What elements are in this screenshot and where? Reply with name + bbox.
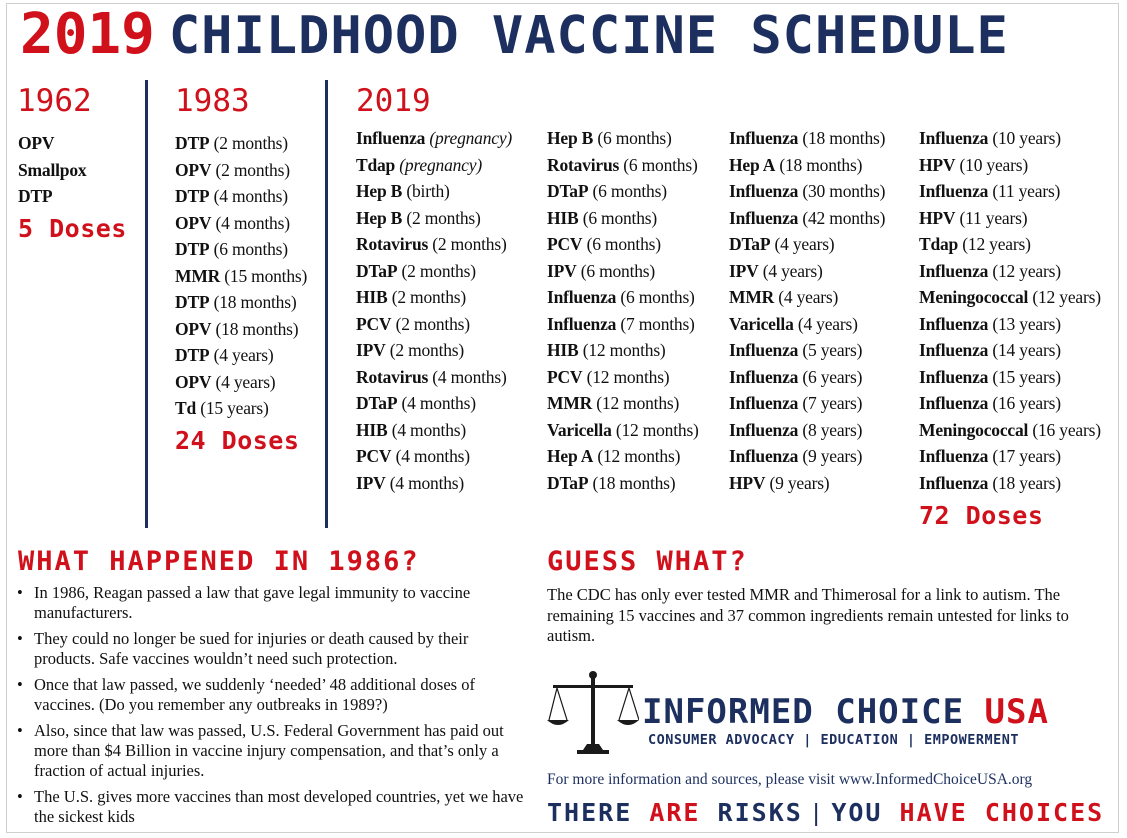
vaccine-age: (12 months)	[586, 366, 670, 387]
vaccine-age: (18 months)	[592, 472, 676, 493]
vaccine-name: DTaP	[356, 260, 398, 281]
vaccine-item	[175, 183, 307, 210]
vaccine-name: IPV	[356, 472, 386, 493]
vaccine-name: MMR	[729, 287, 775, 307]
vaccine-age: (pregnancy)	[429, 128, 513, 148]
vaccine-age: (birth)	[406, 181, 450, 201]
title-text: CHILDHOOD VACCINE SCHEDULE	[168, 6, 1009, 66]
vaccine-name: IPV	[729, 260, 759, 281]
vaccine-name: Meningococcal	[919, 287, 1029, 307]
vaccine-item	[547, 364, 699, 391]
slogan-word: RISKS	[717, 798, 803, 827]
vaccine-age: (15 years)	[992, 366, 1061, 387]
vaccine-item	[547, 205, 699, 232]
column-divider	[325, 80, 328, 528]
vaccine-item	[919, 443, 1101, 470]
vaccine-age: (6 months)	[213, 239, 288, 259]
vaccine-item	[547, 470, 699, 497]
vaccine-name: Influenza	[729, 446, 799, 466]
vaccine-item	[919, 337, 1101, 364]
vaccine-age: (4 months)	[395, 446, 470, 466]
vaccine-name: Varicella	[729, 313, 794, 334]
vaccine-item	[547, 337, 699, 364]
brand-tagline: CONSUMER ADVOCACY | EDUCATION | EMPOWERMENT	[648, 732, 1019, 748]
vaccine-item	[175, 369, 307, 396]
vaccine-item	[547, 178, 699, 205]
vaccine-age: (4 years)	[797, 313, 858, 334]
vaccine-age: (4 months)	[432, 366, 507, 387]
vaccine-item	[356, 152, 512, 179]
vaccine-name: Influenza	[919, 313, 989, 334]
vaccine-item	[729, 417, 885, 444]
vaccine-name: Influenza	[919, 340, 989, 360]
vaccine-item	[729, 125, 885, 152]
vaccine-item	[175, 342, 307, 369]
vaccine-name: HIB	[547, 207, 579, 228]
vaccine-age: (4 months)	[391, 419, 467, 440]
vaccine-item	[547, 284, 699, 311]
vaccine-name: DTP	[175, 133, 210, 153]
vaccine-name: Influenza	[729, 340, 799, 360]
vaccine-name: Rotavirus	[356, 234, 429, 254]
vaccine-age: (16 years)	[1032, 419, 1101, 440]
vaccine-age: (30 months)	[802, 181, 886, 201]
vaccine-item	[356, 231, 512, 258]
vaccine-name: Hep B	[356, 207, 403, 228]
vaccine-age: (12 months)	[596, 393, 680, 413]
vaccine-name: Influenza	[729, 419, 799, 440]
vaccine-name: OPV	[175, 371, 212, 392]
vaccine-name: Influenza	[729, 181, 799, 201]
vaccine-age: (2 months)	[401, 260, 476, 281]
vaccine-item	[356, 443, 512, 470]
vaccine-item	[175, 289, 307, 316]
vaccine-name: OPV	[175, 318, 212, 339]
slogan-word: YOU	[831, 798, 883, 827]
vaccine-item	[729, 284, 885, 311]
heading-2019: 2019	[356, 83, 431, 119]
vaccine-item	[919, 390, 1101, 417]
vaccine-name: Hep A	[729, 154, 776, 175]
vaccine-name: HIB	[356, 287, 388, 307]
slogan-word: HAVE	[899, 798, 968, 827]
vaccine-name: DTaP	[356, 393, 398, 413]
vaccine-name: Influenza	[547, 313, 617, 334]
vaccine-age: (6 months)	[582, 207, 658, 228]
law-bullet: • They could no longer be sued for injuries or death caused by their products. Safe vaccines wouldn’t need such protection.	[16, 629, 526, 669]
law-heading: WHAT HAPPENED IN 1986?	[18, 546, 420, 577]
vaccine-age: (6 months)	[580, 260, 656, 281]
vaccine-item	[729, 364, 885, 391]
vaccine-name: IPV	[356, 340, 386, 360]
list-1983	[175, 130, 307, 422]
vaccine-name: Influenza	[729, 207, 799, 228]
brand-name	[642, 692, 1049, 732]
vaccine-item	[547, 152, 699, 179]
vaccine-age: (14 years)	[992, 340, 1061, 360]
vaccine-age: (17 years)	[992, 446, 1061, 466]
vaccine-name: Smallpox	[18, 159, 87, 180]
list-2019-col-3	[729, 125, 885, 496]
page-title	[20, 4, 1009, 66]
vaccine-name: Influenza	[729, 128, 799, 148]
vaccine-age: (12 years)	[992, 260, 1061, 281]
vaccine-age: (13 years)	[992, 313, 1061, 334]
vaccine-item	[175, 395, 307, 422]
vaccine-name: PCV	[356, 446, 392, 466]
vaccine-item	[729, 390, 885, 417]
list-2019-col-4	[919, 125, 1101, 496]
vaccine-name: OPV	[175, 159, 212, 180]
column-divider	[145, 80, 148, 528]
vaccine-item	[547, 311, 699, 338]
vaccine-age: (6 months)	[592, 181, 667, 201]
vaccine-name: HIB	[356, 419, 388, 440]
vaccine-name: PCV	[356, 313, 392, 334]
vaccine-item	[547, 231, 699, 258]
vaccine-name: MMR	[547, 393, 593, 413]
list-1962	[18, 130, 86, 210]
vaccine-name: Influenza	[919, 181, 989, 201]
slogan	[547, 796, 1104, 830]
vaccine-item	[729, 311, 885, 338]
vaccine-name: Influenza	[729, 366, 799, 387]
vaccine-item	[729, 470, 885, 497]
vaccine-item	[729, 337, 885, 364]
vaccine-item	[919, 152, 1101, 179]
vaccine-name: HIB	[547, 340, 579, 360]
vaccine-item	[547, 258, 699, 285]
vaccine-item	[175, 130, 307, 157]
vaccine-name: Rotavirus	[547, 154, 620, 175]
vaccine-item	[175, 236, 307, 263]
vaccine-name: OPV	[18, 133, 55, 153]
vaccine-item	[729, 258, 885, 285]
vaccine-item	[919, 178, 1101, 205]
brand-name-main: INFORMED CHOICE	[642, 692, 965, 732]
vaccine-name: Influenza	[919, 393, 989, 413]
vaccine-age: (15 years)	[200, 398, 269, 418]
vaccine-age: (18 years)	[992, 472, 1061, 493]
vaccine-age: (6 months)	[586, 234, 661, 254]
vaccine-name: Tdap	[919, 234, 959, 254]
vaccine-name: Influenza	[729, 393, 799, 413]
vaccine-age: (9 years)	[769, 472, 830, 493]
vaccine-name: Hep A	[547, 446, 594, 466]
vaccine-age: (10 years)	[992, 128, 1061, 148]
vaccine-item	[356, 284, 512, 311]
vaccine-age: (5 years)	[802, 340, 863, 360]
vaccine-age: (4 months)	[213, 186, 288, 206]
vaccine-age: (18 months)	[213, 292, 297, 312]
list-2019-col-2	[547, 125, 699, 496]
vaccine-item	[356, 205, 512, 232]
vaccine-item	[547, 417, 699, 444]
vaccine-age: (12 months)	[582, 340, 666, 360]
vaccine-age: (4 months)	[401, 393, 476, 413]
vaccine-name: Meningococcal	[919, 419, 1029, 440]
vaccine-name: Hep B	[547, 128, 594, 148]
vaccine-name: Tdap	[356, 154, 396, 175]
vaccine-name: Td	[175, 398, 197, 418]
vaccine-item	[547, 125, 699, 152]
vaccine-age: (4 months)	[389, 472, 465, 493]
scales-of-justice-icon	[547, 668, 639, 760]
slogan-separator: |	[812, 799, 822, 827]
vaccine-age: (9 years)	[802, 446, 863, 466]
law-bullet: • Once that law passed, we suddenly ‘needed’ 48 additional doses of vaccines. (Do you remember any outbreaks in 1989?)	[16, 675, 526, 715]
doses-1983: 24 Doses	[175, 426, 300, 455]
vaccine-item	[729, 231, 885, 258]
vaccine-item	[356, 258, 512, 285]
vaccine-item	[547, 390, 699, 417]
vaccine-name: DTP	[175, 186, 210, 206]
vaccine-item	[729, 443, 885, 470]
vaccine-item	[729, 152, 885, 179]
vaccine-item	[175, 263, 307, 290]
vaccine-age: (pregnancy)	[399, 154, 482, 175]
vaccine-item	[919, 125, 1101, 152]
vaccine-item	[919, 205, 1101, 232]
slogan-word: THERE	[547, 798, 633, 827]
vaccine-item	[175, 210, 307, 237]
slogan-word: ARE	[649, 798, 701, 827]
vaccine-age: (12 months)	[615, 419, 699, 440]
vaccine-item	[919, 258, 1101, 285]
vaccine-age: (4 years)	[774, 234, 835, 254]
vaccine-item	[919, 231, 1101, 258]
vaccine-name: HPV	[729, 472, 766, 493]
vaccine-age: (4 years)	[215, 371, 276, 392]
vaccine-age: (11 years)	[959, 207, 1028, 228]
vaccine-age: (4 months)	[215, 212, 290, 233]
vaccine-name: Influenza	[919, 366, 989, 387]
vaccine-age: (15 months)	[224, 265, 308, 286]
vaccine-age: (2 months)	[395, 313, 470, 334]
vaccine-item	[175, 316, 307, 343]
vaccine-age: (6 months)	[623, 154, 698, 175]
vaccine-name: Hep B	[356, 181, 403, 201]
vaccine-age: (18 months)	[802, 128, 886, 148]
doses-2019: 72 Doses	[919, 501, 1044, 530]
vaccine-item	[356, 311, 512, 338]
guess-heading: GUESS WHAT?	[547, 546, 748, 577]
vaccine-name: DTaP	[729, 234, 771, 254]
vaccine-age: (8 years)	[802, 419, 863, 440]
brand-logo	[547, 668, 1107, 760]
vaccine-age: (2 months)	[389, 340, 465, 360]
vaccine-age: (12 years)	[1032, 287, 1101, 307]
vaccine-age: (6 months)	[597, 128, 672, 148]
vaccine-age: (2 months)	[406, 207, 481, 228]
vaccine-age: (6 months)	[620, 287, 695, 307]
vaccine-age: (2 months)	[215, 159, 290, 180]
law-bullets	[16, 583, 526, 833]
vaccine-age: (18 months)	[779, 154, 863, 175]
vaccine-item	[729, 178, 885, 205]
heading-1962: 1962	[17, 83, 92, 119]
vaccine-age: (6 years)	[802, 366, 863, 387]
vaccine-name: Influenza	[919, 128, 989, 148]
vaccine-item	[356, 337, 512, 364]
vaccine-age: (7 months)	[620, 313, 695, 334]
vaccine-item	[919, 284, 1101, 311]
vaccine-item	[356, 125, 512, 152]
doses-1962: 5 Doses	[18, 214, 127, 243]
vaccine-age: (12 months)	[597, 446, 681, 466]
vaccine-age: (7 years)	[802, 393, 863, 413]
title-year: 2019	[20, 2, 155, 67]
vaccine-name: Influenza	[919, 260, 989, 281]
vaccine-name: MMR	[175, 265, 221, 286]
law-bullet: • Also, since that law was passed, U.S. Federal Government has paid out more than $4 Billion in vaccine injury compensation, and that’s only a fraction of actual injuries.	[16, 721, 526, 781]
vaccine-item	[729, 205, 885, 232]
vaccine-name: Varicella	[547, 419, 612, 440]
vaccine-age: (2 months)	[432, 234, 507, 254]
vaccine-name: PCV	[547, 366, 583, 387]
vaccine-item	[18, 183, 86, 210]
vaccine-item	[919, 470, 1101, 497]
vaccine-name: Influenza	[356, 128, 426, 148]
vaccine-age: (2 months)	[391, 287, 467, 307]
slogan-word: CHOICES	[984, 798, 1105, 827]
info-text: For more information and sources, please visit www.InformedChoiceUSA.org	[547, 771, 1033, 788]
vaccine-age: (12 years)	[962, 234, 1031, 254]
vaccine-age: (4 years)	[778, 287, 839, 307]
vaccine-name: DTP	[18, 186, 53, 206]
vaccine-name: DTP	[175, 239, 210, 259]
vaccine-name: HPV	[919, 154, 956, 175]
vaccine-name: IPV	[547, 260, 577, 281]
vaccine-age: (11 years)	[992, 181, 1061, 201]
vaccine-age: (18 months)	[215, 318, 299, 339]
vaccine-age: (4 years)	[762, 260, 823, 281]
law-bullet: • The U.S. gives more vaccines than most developed countries, yet we have the sickest kids	[16, 787, 526, 827]
vaccine-age: (2 months)	[213, 133, 288, 153]
vaccine-item	[919, 311, 1101, 338]
heading-1983: 1983	[175, 83, 250, 119]
vaccine-item	[356, 417, 512, 444]
vaccine-name: Influenza	[919, 472, 989, 493]
vaccine-item	[547, 443, 699, 470]
vaccine-item	[356, 178, 512, 205]
vaccine-age: (10 years)	[959, 154, 1028, 175]
vaccine-name: Rotavirus	[356, 366, 429, 387]
vaccine-item	[356, 470, 512, 497]
vaccine-item	[356, 364, 512, 391]
vaccine-age: (4 years)	[213, 345, 274, 365]
vaccine-item	[919, 364, 1101, 391]
vaccine-name: DTP	[175, 292, 210, 312]
vaccine-name: DTaP	[547, 472, 589, 493]
brand-name-accent: USA	[984, 692, 1049, 732]
law-bullet: • In 1986, Reagan passed a law that gave legal immunity to vaccine manufacturers.	[16, 583, 526, 623]
vaccine-age: (16 years)	[992, 393, 1061, 413]
vaccine-name: Influenza	[919, 446, 989, 466]
vaccine-item	[175, 157, 307, 184]
vaccine-item	[18, 157, 86, 184]
vaccine-age: (42 months)	[802, 207, 886, 228]
vaccine-item	[356, 390, 512, 417]
vaccine-name: DTaP	[547, 181, 589, 201]
vaccine-item	[18, 130, 86, 157]
vaccine-name: Influenza	[547, 287, 617, 307]
vaccine-name: HPV	[919, 207, 956, 228]
list-2019-col-1	[356, 125, 512, 496]
vaccine-name: OPV	[175, 212, 212, 233]
vaccine-item	[919, 417, 1101, 444]
guess-text: The CDC has only ever tested MMR and Thimerosal for a link to autism. The remaining 15 vaccines and 37 common ingredients remain untested for links to autism.	[547, 585, 1069, 645]
vaccine-name: PCV	[547, 234, 583, 254]
vaccine-name: DTP	[175, 345, 210, 365]
